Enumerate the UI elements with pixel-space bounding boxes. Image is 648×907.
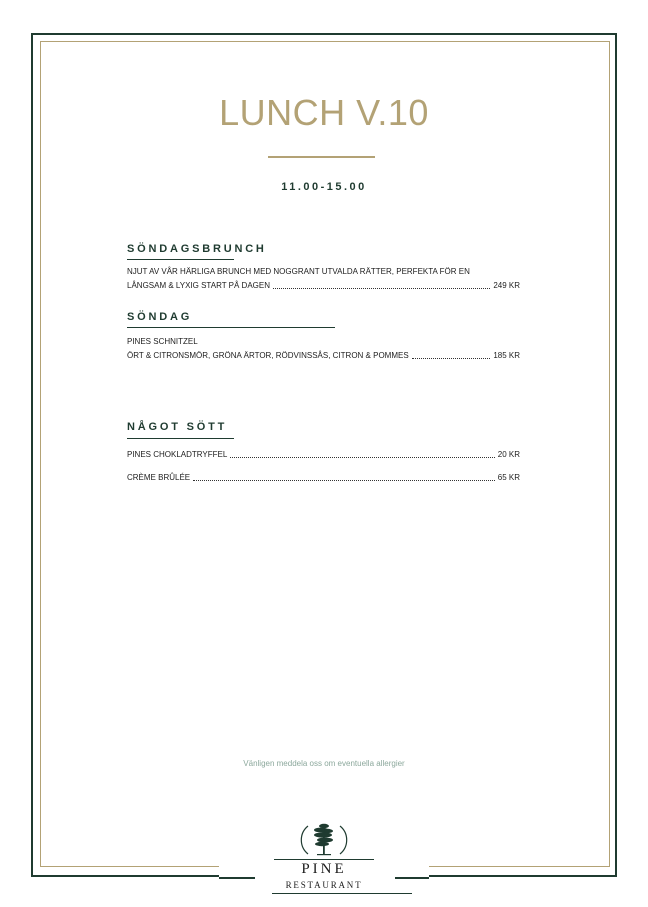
logo-divider [272, 893, 412, 894]
section-divider [127, 259, 234, 260]
allergy-note: Vänligen meddela oss om eventuella allergier [243, 759, 405, 768]
item-price: 65 KR [497, 473, 520, 482]
page-title: LUNCH V.10 [219, 92, 429, 133]
section-heading-nagot-sott: NÅGOT SÖTT [127, 421, 228, 433]
item-price: 185 KR [493, 351, 520, 360]
title-divider [268, 156, 375, 158]
item-description: ÖRT & CITRONSMÖR, GRÖNA ÄRTOR, RÖDVINSSÅS, CITRON & POMMES [127, 351, 409, 360]
item-description: LÅNGSAM & LYXIG START PÅ DAGEN [127, 281, 271, 290]
menu-item-brunch [127, 265, 520, 293]
pine-tree-icon [299, 820, 349, 860]
dot-leader [193, 479, 495, 481]
opening-hours: 11.00-15.00 [281, 181, 367, 193]
menu-item-chokladtryffel [127, 448, 520, 462]
section-divider [127, 438, 234, 439]
item-description: NJUT AV VÅR HÄRLIGA BRUNCH MED NOGGRANT UTVALDA RÄTTER, PERFEKTA FÖR EN [127, 267, 470, 276]
item-name: PINES SCHNITZEL [127, 337, 198, 346]
restaurant-logo [219, 818, 429, 898]
logo-name: PINE [301, 861, 347, 877]
section-heading-sondagsbrunch: SÖNDAGSBRUNCH [127, 243, 267, 255]
dot-leader [412, 357, 491, 359]
dot-leader [230, 456, 494, 458]
section-divider [127, 327, 335, 328]
item-name: CRÈME BRÛLÉE [127, 473, 191, 482]
dot-leader [273, 287, 490, 289]
menu-item-schnitzel [127, 335, 520, 363]
item-name: PINES CHOKLADTRYFFEL [127, 450, 228, 459]
menu-item-creme-brulee [127, 471, 520, 485]
section-heading-sondag: SÖNDAG [127, 311, 193, 323]
item-price: 20 KR [497, 450, 520, 459]
item-price: 249 KR [493, 281, 520, 290]
logo-subtitle: RESTAURANT [285, 880, 363, 890]
logo-divider [274, 859, 374, 860]
